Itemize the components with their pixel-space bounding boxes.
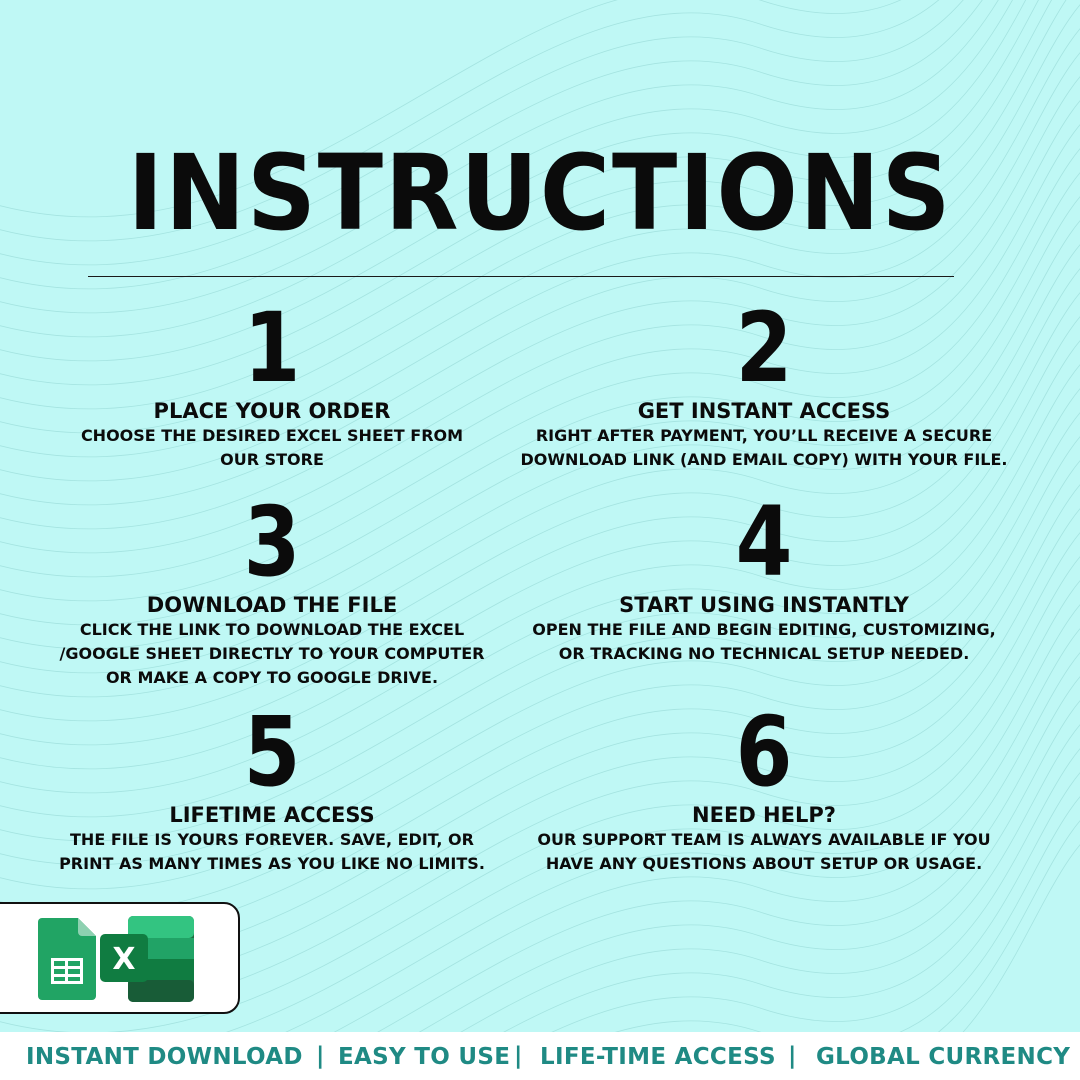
step-5 bbox=[2, 696, 542, 876]
step-number: 2 bbox=[735, 292, 793, 404]
step-number: 1 bbox=[243, 292, 301, 404]
footer-features-bar bbox=[0, 1032, 1080, 1080]
excel-letter: X bbox=[112, 942, 136, 977]
step-description: OPEN THE FILE AND BEGIN EDITING, CUSTOMIZING, OR TRACKING NO TECHNICAL SETUP NEEDED. bbox=[532, 620, 996, 663]
footer-separator: | bbox=[788, 1043, 797, 1069]
app-logos-card bbox=[0, 902, 240, 1014]
step-4 bbox=[494, 486, 1034, 666]
step-number: 4 bbox=[735, 486, 793, 598]
step-heading: LIFETIME ACCESS bbox=[169, 803, 375, 827]
step-2 bbox=[494, 292, 1034, 472]
feature-instant-download: INSTANT DOWNLOAD bbox=[26, 1044, 303, 1070]
feature-lifetime-access: LIFE-TIME ACCESS bbox=[540, 1044, 776, 1070]
step-heading: NEED HELP? bbox=[692, 803, 836, 827]
step-number: 5 bbox=[243, 696, 301, 808]
step-description: OUR SUPPORT TEAM IS ALWAYS AVAILABLE IF YOU HAVE ANY QUESTIONS ABOUT SETUP OR USAGE. bbox=[537, 830, 991, 873]
step-1 bbox=[2, 292, 542, 472]
feature-global-currency: GLOBAL CURRENCY bbox=[816, 1044, 1071, 1070]
microsoft-excel-icon bbox=[100, 916, 196, 1002]
google-sheets-icon bbox=[38, 918, 96, 1000]
step-description: THE FILE IS YOURS FOREVER. SAVE, EDIT, OR PRINT AS MANY TIMES AS YOU LIKE NO LIMITS. bbox=[59, 830, 485, 873]
step-description: RIGHT AFTER PAYMENT, YOU’LL RECEIVE A SECURE DOWNLOAD LINK (AND EMAIL COPY) WITH YOUR FILE. bbox=[520, 426, 1008, 469]
footer-separator: | bbox=[514, 1043, 523, 1069]
step-description: CLICK THE LINK TO DOWNLOAD THE EXCEL /GOOGLE SHEET DIRECTLY TO YOUR COMPUTER OR MAKE A COPY TO GOOGLE DRIVE. bbox=[59, 620, 485, 687]
step-6 bbox=[494, 696, 1034, 876]
step-heading: GET INSTANT ACCESS bbox=[637, 399, 891, 423]
step-description: CHOOSE THE DESIRED EXCEL SHEET FROM OUR STORE bbox=[80, 426, 464, 469]
step-3 bbox=[2, 486, 542, 690]
step-heading: DOWNLOAD THE FILE bbox=[146, 593, 398, 617]
step-heading: START USING INSTANTLY bbox=[619, 593, 909, 617]
feature-easy-to-use: EASY TO USE bbox=[338, 1044, 511, 1070]
step-heading: PLACE YOUR ORDER bbox=[153, 399, 391, 423]
step-number: 3 bbox=[243, 486, 301, 598]
footer-separator: | bbox=[316, 1043, 325, 1069]
page-title: INSTRUCTIONS bbox=[127, 132, 953, 254]
title-divider bbox=[88, 276, 954, 277]
step-number: 6 bbox=[735, 696, 793, 808]
